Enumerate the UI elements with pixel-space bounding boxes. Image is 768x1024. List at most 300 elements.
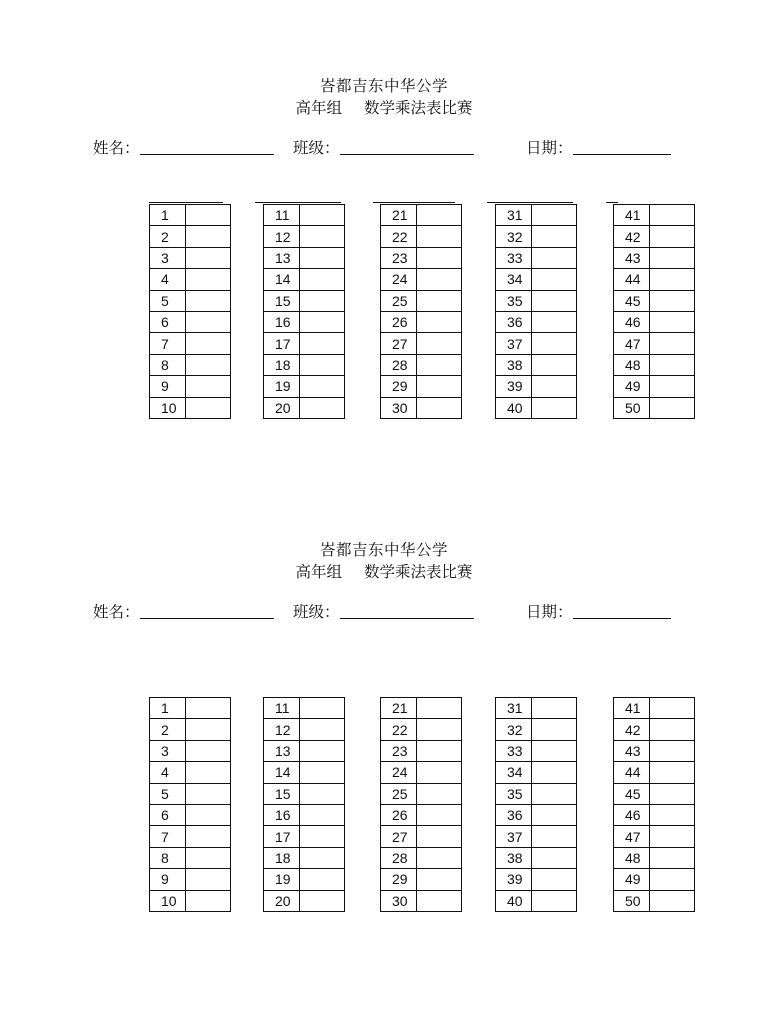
question-number: 12 [264,719,300,740]
answer-box[interactable] [300,847,345,868]
name-field[interactable] [93,600,274,622]
table-row [264,890,345,911]
question-number: 43 [614,740,650,761]
question-number: 10 [150,397,186,418]
table-row [381,290,462,311]
answer-box[interactable] [300,762,345,783]
group-label: 高年组 [295,563,342,581]
question-number: 3 [150,247,186,268]
question-number: 36 [496,311,532,332]
answer-box[interactable] [650,354,695,375]
answer-box[interactable] [532,354,577,375]
class-label: 班级： [293,139,340,157]
question-number: 27 [381,826,417,847]
divider-line [606,202,618,203]
answer-box[interactable] [650,269,695,290]
question-number: 6 [150,804,186,825]
date-label: 日期： [526,139,573,157]
question-number: 13 [264,247,300,268]
table-row [150,376,231,397]
answer-box[interactable] [186,847,231,868]
contest-title: 数学乘法表比赛 [364,563,473,581]
table-row [614,311,695,332]
table-row [150,869,231,890]
table-row [614,205,695,226]
answer-column [149,204,231,419]
question-number: 29 [381,869,417,890]
answer-box[interactable] [417,698,462,719]
table-row [150,354,231,375]
table-row [264,226,345,247]
table-row [264,376,345,397]
question-number: 48 [614,354,650,375]
answer-box[interactable] [186,826,231,847]
answer-box[interactable] [300,311,345,332]
question-number: 37 [496,826,532,847]
answer-box[interactable] [300,376,345,397]
question-number: 36 [496,804,532,825]
answer-box[interactable] [650,397,695,418]
answer-box[interactable] [650,804,695,825]
answer-box[interactable] [417,783,462,804]
table-row [150,205,231,226]
answer-box[interactable] [417,311,462,332]
question-number: 11 [264,698,300,719]
answer-box[interactable] [417,376,462,397]
table-row [614,740,695,761]
table-row [496,740,577,761]
answer-box[interactable] [417,333,462,354]
answer-box[interactable] [417,247,462,268]
table-row [381,311,462,332]
answer-column [613,697,695,912]
info-row [0,600,768,624]
question-number: 2 [150,719,186,740]
question-number: 40 [496,397,532,418]
table-row [614,826,695,847]
answer-box[interactable] [300,783,345,804]
question-number: 17 [264,826,300,847]
table-row [150,740,231,761]
question-number: 5 [150,290,186,311]
table-row [264,783,345,804]
answer-box[interactable] [650,247,695,268]
question-number: 41 [614,698,650,719]
answer-box[interactable] [417,205,462,226]
question-number: 37 [496,333,532,354]
answer-box[interactable] [186,740,231,761]
question-number: 8 [150,847,186,868]
question-number: 35 [496,290,532,311]
question-number: 19 [264,869,300,890]
table-row [264,847,345,868]
table-row [150,226,231,247]
answer-box[interactable] [650,333,695,354]
answer-column [613,204,695,419]
table-row [381,890,462,911]
answer-box[interactable] [650,740,695,761]
answer-box[interactable] [650,783,695,804]
question-number: 14 [264,762,300,783]
name-blank[interactable] [140,138,274,155]
table-row [264,804,345,825]
answer-box[interactable] [532,762,577,783]
answer-box[interactable] [532,698,577,719]
question-number: 43 [614,247,650,268]
date-blank[interactable] [573,138,671,155]
table-row [381,397,462,418]
table-row [150,397,231,418]
answer-box[interactable] [300,247,345,268]
name-label: 姓名： [93,139,140,157]
answer-box[interactable] [417,290,462,311]
answer-box[interactable] [186,247,231,268]
question-number: 18 [264,354,300,375]
class-blank[interactable] [340,602,474,619]
question-number: 49 [614,376,650,397]
answer-box[interactable] [300,740,345,761]
answer-box[interactable] [186,890,231,911]
school-name: 峇都吉东中华公学 [319,541,448,559]
table-row [381,719,462,740]
question-number: 38 [496,354,532,375]
question-number: 24 [381,762,417,783]
table-row [614,354,695,375]
answer-box[interactable] [300,226,345,247]
table-row [614,269,695,290]
question-number: 8 [150,354,186,375]
answer-box[interactable] [532,783,577,804]
question-number: 23 [381,740,417,761]
question-number: 47 [614,826,650,847]
answer-box[interactable] [300,890,345,911]
table-row [150,269,231,290]
table-row [614,698,695,719]
answer-box[interactable] [417,354,462,375]
answer-box[interactable] [300,354,345,375]
table-row [614,869,695,890]
question-number: 25 [381,290,417,311]
table-row [150,333,231,354]
table-row [614,226,695,247]
question-number: 22 [381,719,417,740]
question-number: 15 [264,290,300,311]
answer-box[interactable] [300,269,345,290]
table-row [150,311,231,332]
table-row [150,804,231,825]
answer-box[interactable] [186,762,231,783]
question-number: 28 [381,354,417,375]
question-number: 5 [150,783,186,804]
question-number: 9 [150,376,186,397]
class-label: 班级： [293,603,340,621]
sheet-subtitle [0,560,768,582]
question-number: 7 [150,333,186,354]
answer-box[interactable] [650,719,695,740]
question-number: 24 [381,269,417,290]
answer-box[interactable] [650,890,695,911]
table-row [381,826,462,847]
table-row [264,698,345,719]
table-row [614,397,695,418]
answer-column [495,204,577,419]
contest-title: 数学乘法表比赛 [364,99,473,117]
date-field[interactable] [526,600,671,622]
answer-box[interactable] [417,226,462,247]
question-number: 39 [496,869,532,890]
table-row [381,762,462,783]
answer-box[interactable] [417,869,462,890]
table-row [264,290,345,311]
class-blank[interactable] [340,138,474,155]
answer-box[interactable] [650,826,695,847]
answer-box[interactable] [532,804,577,825]
answer-box[interactable] [417,397,462,418]
school-name: 峇都吉东中华公学 [319,77,448,95]
answer-box[interactable] [186,869,231,890]
name-blank[interactable] [140,602,274,619]
question-number: 18 [264,847,300,868]
table-row [150,247,231,268]
answer-column [495,697,577,912]
table-row [496,354,577,375]
answer-box[interactable] [417,740,462,761]
sheet-subtitle [0,96,768,118]
date-field[interactable] [526,136,671,158]
answer-box[interactable] [650,869,695,890]
question-number: 26 [381,311,417,332]
table-row [150,290,231,311]
table-row [150,890,231,911]
answer-box[interactable] [532,205,577,226]
answer-box[interactable] [186,333,231,354]
table-row [381,847,462,868]
table-row [264,826,345,847]
table-row [614,762,695,783]
class-field[interactable] [293,136,474,158]
answer-box[interactable] [417,804,462,825]
table-row [264,205,345,226]
question-number: 45 [614,783,650,804]
table-row [381,740,462,761]
table-row [264,397,345,418]
table-row [381,869,462,890]
question-number: 47 [614,333,650,354]
table-row [614,804,695,825]
answer-box[interactable] [650,376,695,397]
answer-box[interactable] [186,376,231,397]
question-number: 1 [150,698,186,719]
table-row [264,333,345,354]
table-row [381,226,462,247]
table-row [614,890,695,911]
answer-box[interactable] [186,719,231,740]
question-number: 46 [614,311,650,332]
question-number: 42 [614,719,650,740]
answer-box[interactable] [532,311,577,332]
table-row [264,740,345,761]
answer-box[interactable] [186,269,231,290]
answer-box[interactable] [417,719,462,740]
question-number: 35 [496,783,532,804]
answer-box[interactable] [650,847,695,868]
answer-box[interactable] [300,205,345,226]
table-row [496,376,577,397]
question-number: 50 [614,397,650,418]
question-number: 1 [150,205,186,226]
table-row [264,311,345,332]
question-number: 32 [496,719,532,740]
question-number: 50 [614,890,650,911]
table-row [496,226,577,247]
question-number: 39 [496,376,532,397]
answer-box[interactable] [300,804,345,825]
answer-box[interactable] [417,847,462,868]
answer-box[interactable] [300,333,345,354]
table-row [496,783,577,804]
answer-box[interactable] [532,247,577,268]
question-number: 23 [381,247,417,268]
table-row [496,247,577,268]
table-row [150,719,231,740]
question-number: 9 [150,869,186,890]
answer-box[interactable] [532,397,577,418]
answer-box[interactable] [532,269,577,290]
table-row [264,354,345,375]
table-row [496,762,577,783]
answer-box[interactable] [186,290,231,311]
question-number: 22 [381,226,417,247]
answer-box[interactable] [532,226,577,247]
table-row [496,719,577,740]
answer-box[interactable] [532,826,577,847]
question-number: 45 [614,290,650,311]
question-number: 17 [264,333,300,354]
answer-box[interactable] [417,890,462,911]
answer-box[interactable] [532,890,577,911]
table-row [496,804,577,825]
question-number: 15 [264,783,300,804]
answer-box[interactable] [532,740,577,761]
answer-box[interactable] [650,226,695,247]
table-row [381,269,462,290]
table-row [614,290,695,311]
question-number: 48 [614,847,650,868]
answer-box[interactable] [186,804,231,825]
answer-column [380,697,462,912]
question-number: 20 [264,397,300,418]
question-number: 20 [264,890,300,911]
question-number: 38 [496,847,532,868]
class-field[interactable] [293,600,474,622]
divider-line [255,202,341,203]
answer-box[interactable] [532,847,577,868]
answer-column [263,697,345,912]
question-number: 21 [381,698,417,719]
table-row [496,205,577,226]
answer-box[interactable] [300,290,345,311]
answer-box[interactable] [417,269,462,290]
question-number: 7 [150,826,186,847]
table-row [264,719,345,740]
question-number: 34 [496,762,532,783]
table-row [381,354,462,375]
question-number: 41 [614,205,650,226]
answer-box[interactable] [650,205,695,226]
table-row [496,290,577,311]
answer-box[interactable] [650,762,695,783]
question-number: 49 [614,869,650,890]
question-number: 11 [264,205,300,226]
answer-box[interactable] [186,205,231,226]
table-row [264,869,345,890]
question-number: 29 [381,376,417,397]
answer-box[interactable] [532,376,577,397]
answer-box[interactable] [186,783,231,804]
name-field[interactable] [93,136,274,158]
answer-box[interactable] [417,826,462,847]
question-number: 34 [496,269,532,290]
table-row [614,333,695,354]
question-number: 14 [264,269,300,290]
question-number: 10 [150,890,186,911]
table-row [496,311,577,332]
answer-box[interactable] [300,698,345,719]
answer-box[interactable] [300,826,345,847]
question-number: 19 [264,376,300,397]
table-row [150,783,231,804]
answer-box[interactable] [532,719,577,740]
table-row [614,719,695,740]
group-label: 高年组 [295,99,342,117]
name-label: 姓名： [93,603,140,621]
question-number: 46 [614,804,650,825]
question-number: 44 [614,269,650,290]
answer-box[interactable] [417,762,462,783]
question-number: 31 [496,205,532,226]
answer-box[interactable] [186,311,231,332]
answer-box[interactable] [532,869,577,890]
answer-box[interactable] [650,290,695,311]
table-row [496,826,577,847]
question-number: 31 [496,698,532,719]
answer-box[interactable] [186,354,231,375]
answer-box[interactable] [186,226,231,247]
question-number: 25 [381,783,417,804]
answer-box[interactable] [300,719,345,740]
question-number: 42 [614,226,650,247]
question-number: 16 [264,804,300,825]
date-blank[interactable] [573,602,671,619]
answer-box[interactable] [186,397,231,418]
question-number: 32 [496,226,532,247]
table-row [496,269,577,290]
answer-box[interactable] [532,290,577,311]
answer-box[interactable] [300,397,345,418]
table-row [150,762,231,783]
answer-box[interactable] [650,698,695,719]
question-number: 21 [381,205,417,226]
table-row [381,698,462,719]
answer-box[interactable] [300,869,345,890]
table-row [496,890,577,911]
question-number: 30 [381,397,417,418]
answer-box[interactable] [650,311,695,332]
answer-box[interactable] [186,698,231,719]
answer-box[interactable] [532,333,577,354]
table-row [381,247,462,268]
divider-line [373,202,455,203]
